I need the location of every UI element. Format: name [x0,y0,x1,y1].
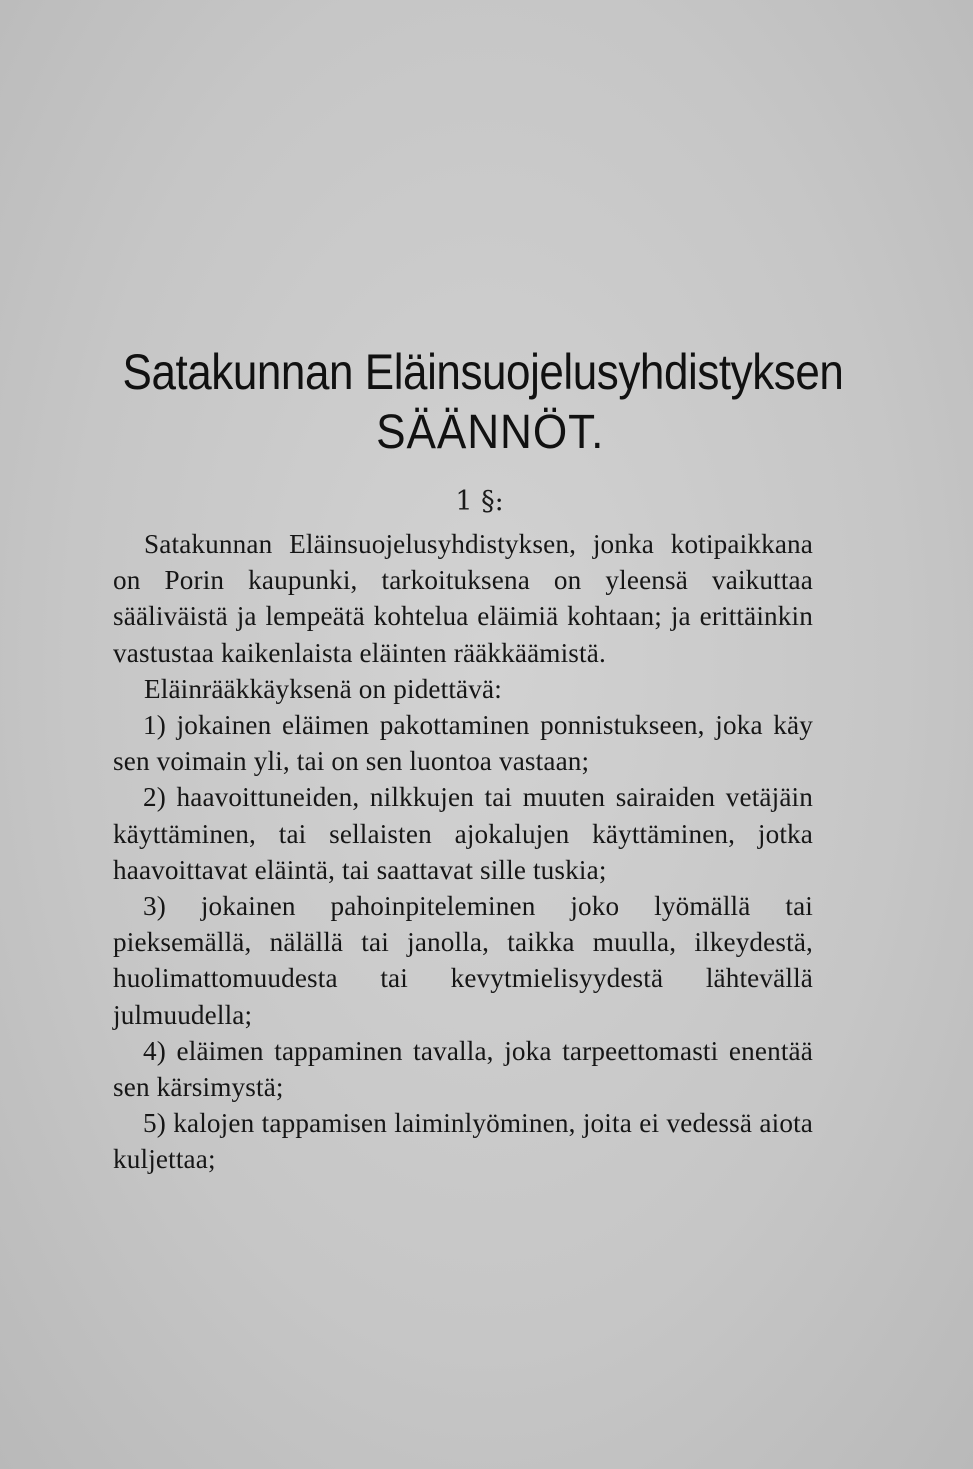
document-subtitle: SÄÄNNÖT. [376,406,605,459]
intro-paragraph: Satakunnan Eläinsuojelusyhdistyksen, jonka kotipaikkana on Porin kaupunki, tarkoituksena on yleensä vaikuttaa sääliväistä ja lempeätä kohtelua eläimiä kohtaan; ja erittäinkin vastustaa kaikenlaista eläinten rääkkäämistä. [113,529,813,668]
list-item: 2) haavoittuneiden, nilkkujen tai muuten sairaiden vetäjäin käyttäminen, tai sellaisten ajokalujen käyttäminen, jotka haavoittavat eläintä, tai saattavat sille tuskia; [113,782,813,885]
list-item: 4) eläimen tappaminen tavalla, joka tarpeettomasti enentää sen kärsimystä; [113,1035,813,1103]
document-title: Satakunnan Eläinsuojelusyhdistyksen [122,344,844,400]
section-body [113,526,813,1178]
section-heading: 1 §: [455,486,504,517]
definition-lead: Eläinrääkkäyksenä on pidettävä: [144,673,502,704]
list-item: 5) kalojen tappamisen laiminlyöminen, joita ei vedessä aiota kuljettaa; [113,1108,813,1175]
list-item: 3) jokainen pahoinpiteleminen joko lyömällä tai pieksemällä, nälällä tai janolla, taikka muulla, ilkeydestä, huolimattomuudesta tai kevytmielisyydestä lähtevällä julmuudella; [113,891,813,1030]
list-item: 1) jokainen eläimen pakottaminen ponnistukseen, joka käy sen voimain yli, tai on sen luontoa vastaan; [113,710,813,777]
